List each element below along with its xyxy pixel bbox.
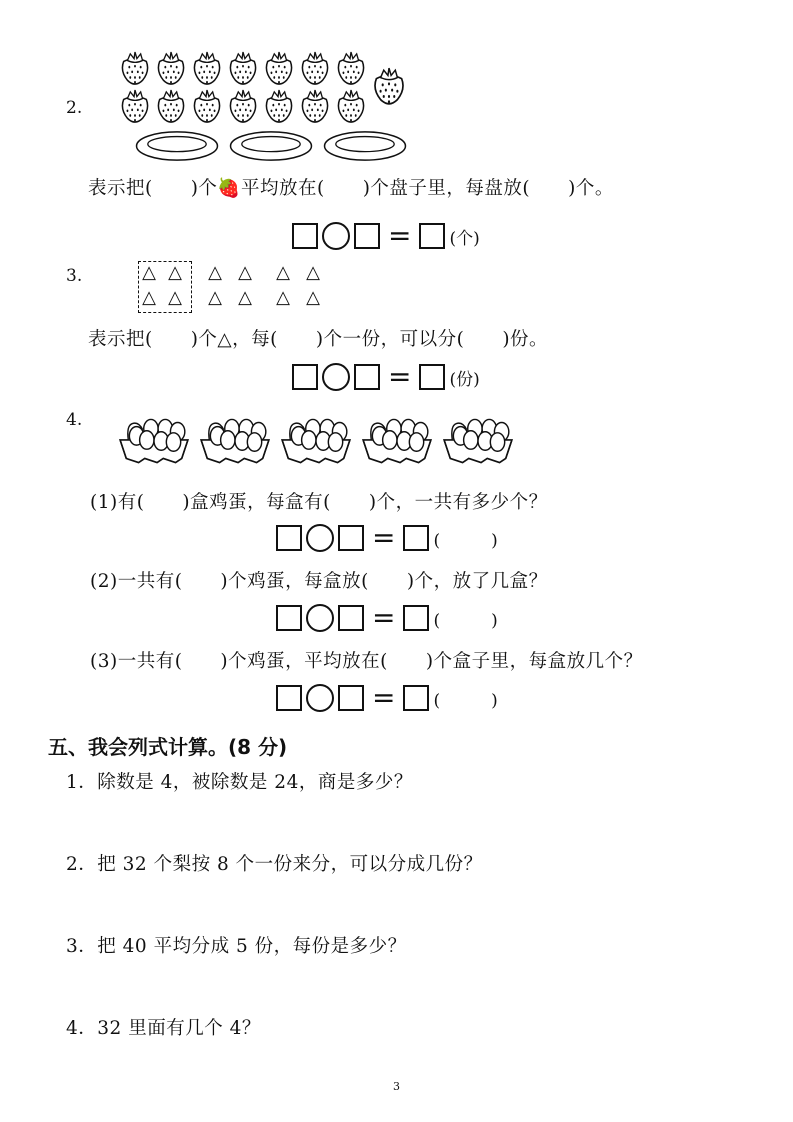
egg-carton-icon [444,419,512,462]
answer-box[interactable] [338,525,364,551]
operator-circle[interactable] [322,363,350,391]
q4-sub3-equation [276,681,498,714]
operator-circle[interactable] [306,524,334,552]
plate-icon-group [137,132,406,160]
unit-blank[interactable]: ( ) [433,610,498,631]
q2-sentence-text: 表示把( )个🍓平均放在( )个盘子里，每盘放( )个。 [88,178,614,199]
triangle-icon: △ [276,262,290,283]
equals-sign: = [372,681,396,714]
equals-sign: = [372,521,396,554]
section5-item: 3．把 40 平均分成 5 份，每份是多少？ [66,936,407,957]
q2-number: 2. [66,98,83,118]
triangle-icon: △ [208,262,222,283]
section5-item: 1．除数是 4，被除数是 24，商是多少？ [66,772,413,793]
triangle-icon: △ [168,262,182,283]
egg-carton-icon [120,419,188,462]
q4-number: 4. [66,410,83,430]
answer-box[interactable] [403,525,429,551]
q3-sentence: 表示把( )个△，每( )个一份，可以分( )份。 [88,329,549,350]
answer-box[interactable] [276,605,302,631]
triangle-icon: △ [142,262,156,283]
section5-heading: 五、我会列式计算。(8 分) [48,735,288,759]
egg-carton-icon [363,419,431,462]
strawberry-icon-group [122,52,403,122]
egg-carton-icon [282,419,350,462]
q3-equation [292,360,480,393]
q2-equation [292,219,480,252]
q4-sub1: (1)有( )盒鸡蛋，每盒有( )个，一共有多少个？ [90,492,548,513]
equals-sign: = [372,601,396,634]
operator-circle[interactable] [306,604,334,632]
section5-item: 2．把 32 个梨按 8 个一份来分，可以分成几份？ [66,854,483,875]
q4-sub2-equation [276,601,498,634]
q3-number: 3. [66,266,83,286]
triangle-icon: △ [276,287,290,308]
equals-sign: = [388,219,412,252]
q4-sub2: (2)一共有( )个鸡蛋，每盒放( )个，放了几盒？ [90,571,548,592]
answer-box[interactable] [403,605,429,631]
triangle-icon: △ [238,262,252,283]
answer-box[interactable] [419,223,445,249]
unit-blank[interactable]: ( ) [433,530,498,551]
answer-box[interactable] [419,364,445,390]
answer-box[interactable] [276,525,302,551]
answer-box[interactable] [338,605,364,631]
q4-sub1-equation [276,521,498,554]
q2-sentence [88,174,614,200]
answer-box[interactable] [354,364,380,390]
answer-box[interactable] [292,364,318,390]
unit-blank[interactable]: ( ) [433,690,498,711]
egg-carton-illustration [116,413,522,469]
answer-box[interactable] [276,685,302,711]
operator-circle[interactable] [322,222,350,250]
operator-circle[interactable] [306,684,334,712]
unit-label: (份) [449,369,480,390]
page-number: 3 [393,1080,400,1093]
triangle-icon: △ [168,287,182,308]
triangle-icon: △ [142,287,156,308]
triangle-icon: △ [208,287,222,308]
unit-label: (个) [449,228,480,249]
equals-sign: = [388,360,412,393]
answer-box[interactable] [403,685,429,711]
answer-box[interactable] [292,223,318,249]
egg-carton-icon [201,419,269,462]
section5-item: 4．32 里面有几个 4？ [66,1018,261,1039]
answer-box[interactable] [354,223,380,249]
triangle-icon: △ [306,262,320,283]
triangle-grid [140,262,322,308]
q4-sub3: (3)一共有( )个鸡蛋，平均放在( )个盒子里，每盒放几个？ [90,651,643,672]
triangle-icon: △ [238,287,252,308]
triangle-icon: △ [306,287,320,308]
answer-box[interactable] [338,685,364,711]
